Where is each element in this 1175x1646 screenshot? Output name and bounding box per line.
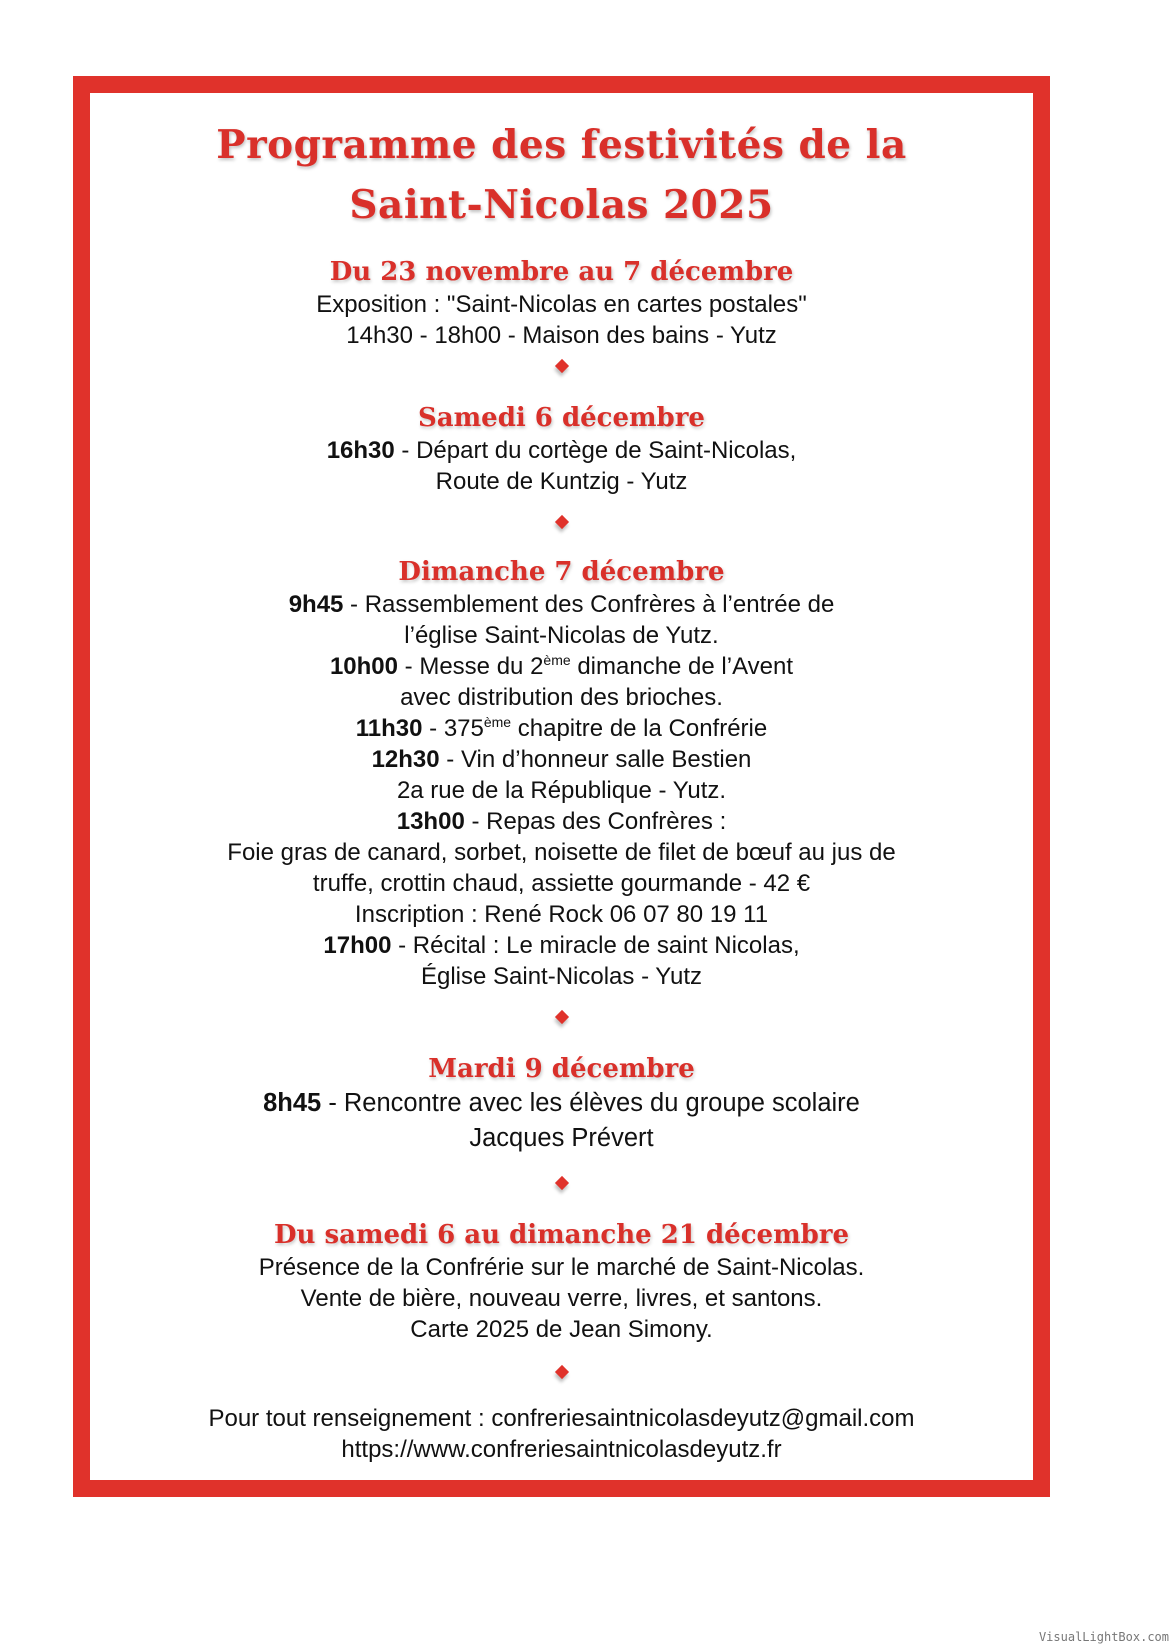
section-mardi bbox=[90, 1052, 1033, 1156]
superscript: ème bbox=[483, 714, 512, 730]
event-line: Carte 2025 de Jean Simony. bbox=[410, 1316, 713, 1343]
event-line: truffe, crottin chaud, assiette gourmande - 42 € bbox=[312, 870, 811, 897]
event-line: Jacques Prévert bbox=[469, 1124, 654, 1152]
section-heading: Mardi 9 décembre bbox=[428, 1054, 695, 1084]
event-line: Foie gras de canard, sorbet, noisette de filet de bœuf au jus de bbox=[227, 839, 896, 866]
title-line-1: Programme des festivités de la bbox=[216, 122, 907, 168]
event-line: 14h30 - 18h00 - Maison des bains - Yutz bbox=[346, 322, 777, 349]
event-time: 11h30 bbox=[355, 715, 423, 742]
event-line: Route de Kuntzig - Yutz bbox=[435, 468, 688, 495]
event-line bbox=[90, 713, 1033, 744]
programme-content bbox=[90, 93, 1033, 1465]
section-dimanche bbox=[90, 555, 1033, 992]
page-title bbox=[90, 115, 1033, 235]
event-line: avec distribution des brioches. bbox=[400, 684, 723, 711]
event-time: 13h00 bbox=[396, 808, 465, 835]
event-line: l’église Saint-Nicolas de Yutz. bbox=[404, 622, 719, 649]
event-text: - Messe du 2 bbox=[398, 653, 544, 680]
event-line: Exposition : "Saint-Nicolas en cartes postales" bbox=[316, 291, 807, 318]
event-line bbox=[90, 930, 1033, 961]
diamond-separator-icon bbox=[554, 515, 568, 529]
event-line bbox=[90, 435, 1033, 466]
event-time: 9h45 bbox=[288, 591, 344, 618]
event-time: 10h00 bbox=[329, 653, 399, 680]
event-text: - Rencontre avec les élèves du groupe scolaire bbox=[321, 1089, 860, 1117]
event-line bbox=[90, 589, 1033, 620]
section-heading: Dimanche 7 décembre bbox=[398, 557, 725, 587]
event-line bbox=[90, 744, 1033, 775]
event-text: - Départ du cortège de Saint-Nicolas, bbox=[394, 437, 797, 464]
event-line bbox=[90, 651, 1033, 682]
event-time: 12h30 bbox=[371, 746, 440, 773]
event-time: 16h30 bbox=[326, 437, 395, 464]
contact-email-link[interactable]: confreriesaintnicolasdeyutz@gmail.com bbox=[491, 1405, 915, 1432]
event-line: Vente de bière, nouveau verre, livres, et santons. bbox=[300, 1285, 823, 1312]
title-line-2: Saint-Nicolas 2025 bbox=[349, 182, 774, 228]
event-text: - Rassemblement des Confrères à l’entrée de bbox=[343, 591, 835, 618]
event-line: Présence de la Confrérie sur le marché de Saint-Nicolas. bbox=[258, 1254, 865, 1281]
section-expo bbox=[90, 255, 1033, 351]
event-line bbox=[90, 806, 1033, 837]
diamond-separator-icon bbox=[554, 359, 568, 373]
diamond-separator-icon bbox=[554, 1010, 568, 1024]
section-heading: Du 23 novembre au 7 décembre bbox=[329, 257, 794, 287]
contact-line bbox=[90, 1403, 1033, 1434]
event-text: - Repas des Confrères : bbox=[464, 808, 727, 835]
event-line: 2a rue de la République - Yutz. bbox=[396, 777, 727, 804]
event-line bbox=[90, 1086, 1033, 1121]
contact-block bbox=[90, 1403, 1033, 1465]
diamond-separator-icon bbox=[554, 1365, 568, 1379]
section-marche bbox=[90, 1218, 1033, 1345]
event-text: - Vin d’honneur salle Bestien bbox=[439, 746, 752, 773]
event-time: 17h00 bbox=[323, 932, 392, 959]
watermark: VisualLightBox.com bbox=[1038, 1630, 1169, 1644]
event-line: Église Saint-Nicolas - Yutz bbox=[420, 963, 702, 990]
event-time: 8h45 bbox=[263, 1089, 322, 1117]
event-line: Inscription : René Rock 06 07 80 19 11 bbox=[354, 901, 769, 928]
event-text: - Récital : Le miracle de saint Nicolas, bbox=[391, 932, 800, 959]
contact-label: Pour tout renseignement : bbox=[208, 1405, 492, 1432]
event-text: dimanche de l’Avent bbox=[570, 653, 794, 680]
diamond-separator-icon bbox=[554, 1176, 568, 1190]
contact-url-link[interactable]: https://www.confreriesaintnicolasdeyutz.fr bbox=[341, 1436, 782, 1463]
section-heading: Samedi 6 décembre bbox=[418, 403, 705, 433]
section-heading: Du samedi 6 au dimanche 21 décembre bbox=[274, 1220, 849, 1250]
section-samedi bbox=[90, 401, 1033, 497]
superscript: ème bbox=[543, 652, 571, 668]
event-text: - 375 bbox=[422, 715, 484, 742]
event-text: chapitre de la Confrérie bbox=[511, 715, 768, 742]
